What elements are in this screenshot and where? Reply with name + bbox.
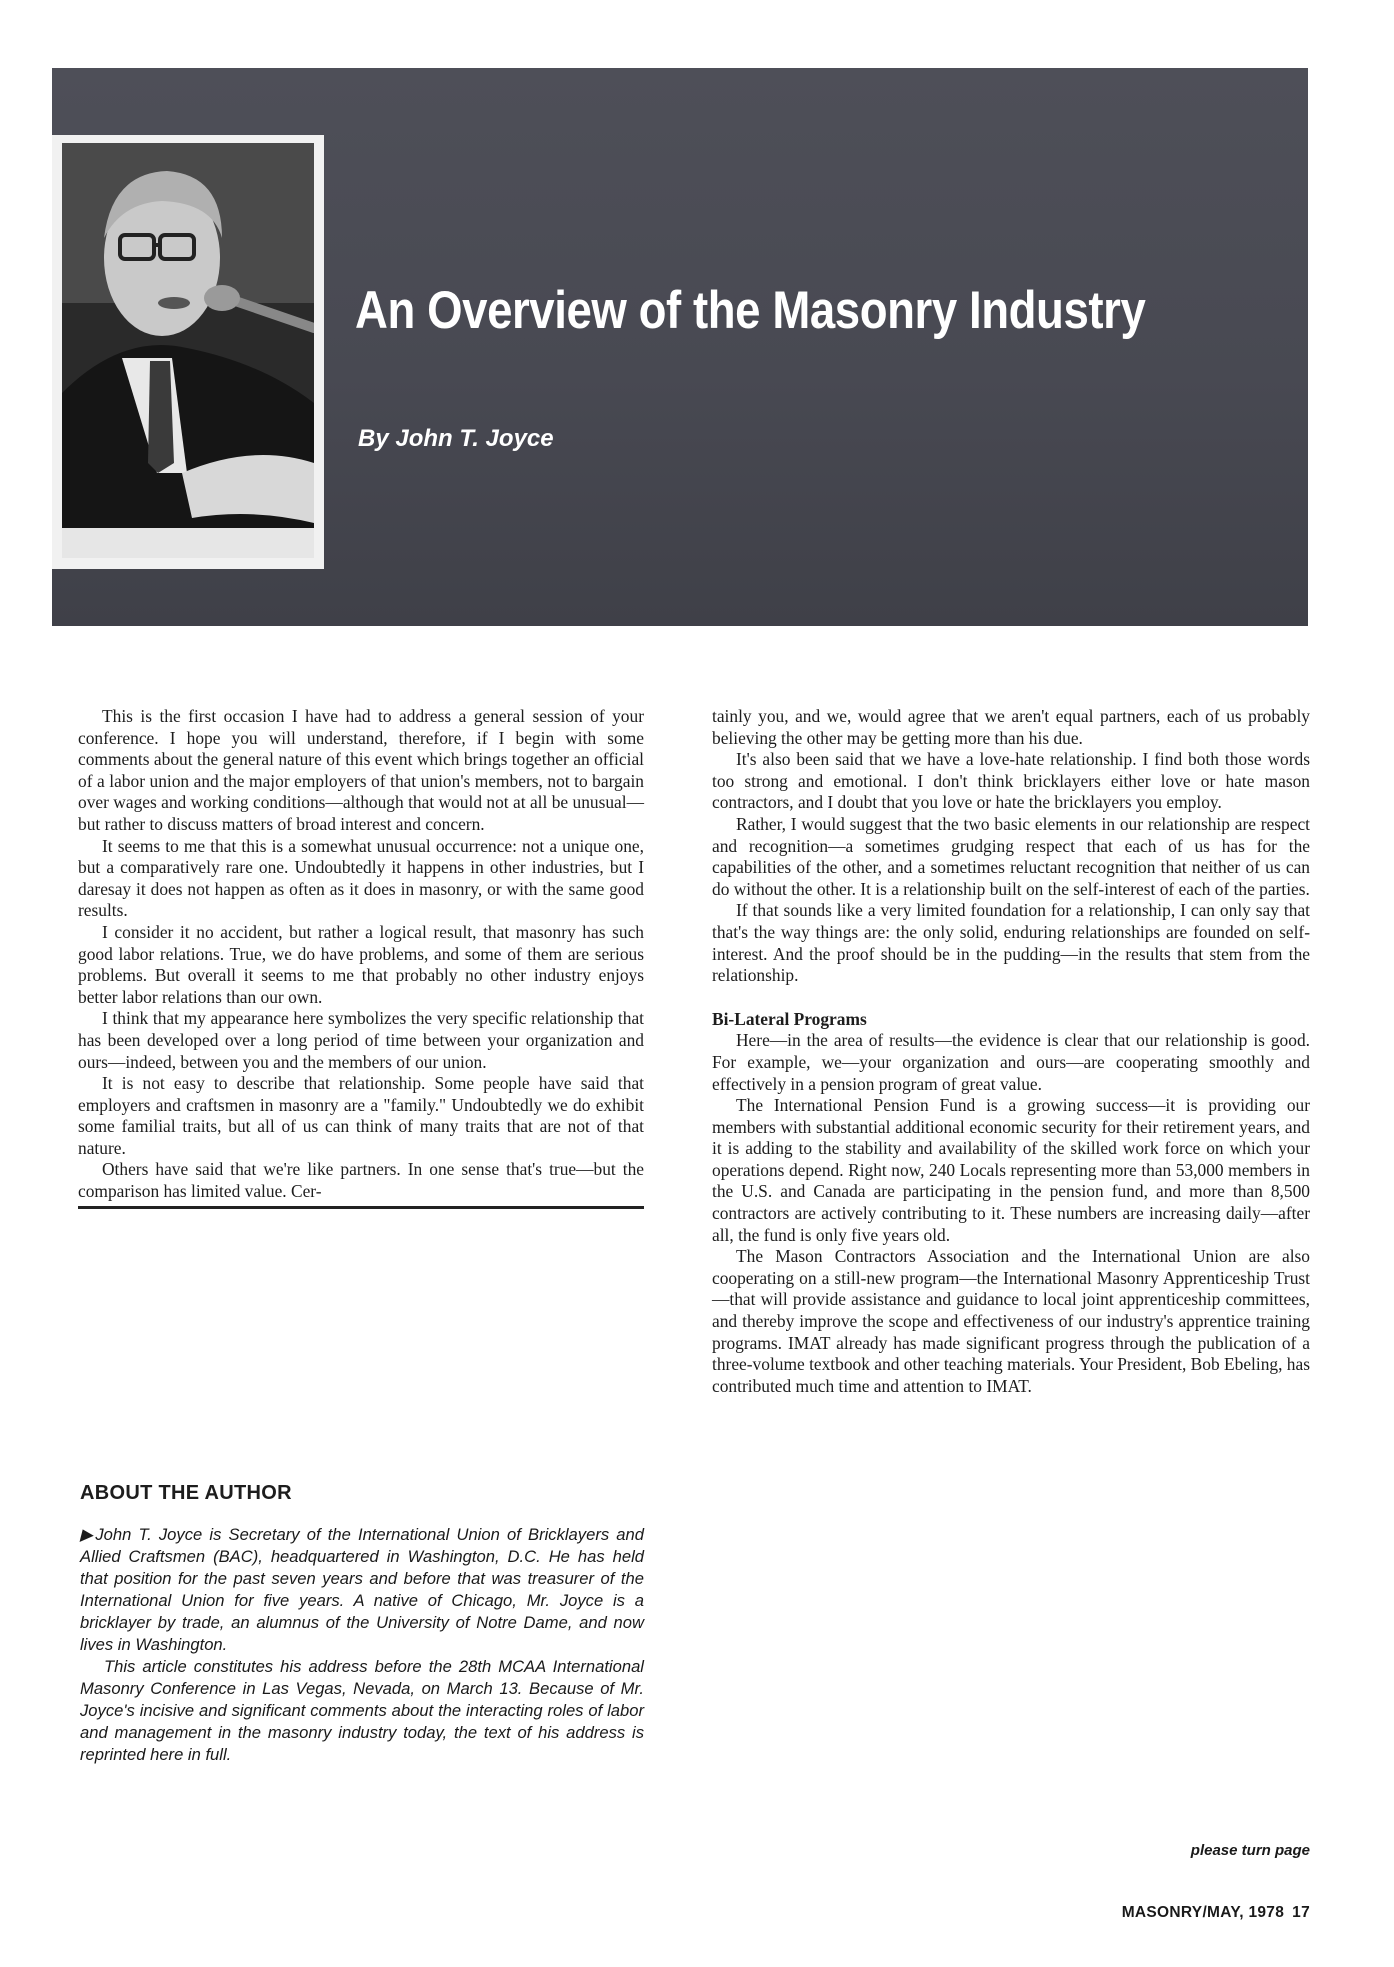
article-byline: By John T. Joyce	[358, 425, 554, 452]
body-paragraph: The Mason Contractors Association and the International Union are also cooperating on a still-new program—the International Masonry Apprenticeship Trust—that will provide assistance and guidance to local joint apprenticeship committees, and thereby improve the scope and effectiveness of our industry's apprentice training programs. IMAT already has made significant progress through the publication of a three-volume textbook and other teaching materials. Your President, Bob Ebeling, has contributed much time and attention to IMAT.	[712, 1246, 1310, 1396]
body-paragraph: The International Pension Fund is a growing success—it is providing our members with substantial additional economic security for their retirement years, and it is adding to the stability and availability of the skilled work force on which your operations depend. Right now, 240 Locals representing more than 53,000 members in the U.S. and Canada are participating in the pension fund, and more than 8,500 contractors are actively contributing to it. These numbers are increasing daily—after all, the fund is only five years old.	[712, 1095, 1310, 1245]
continued-note: please turn page	[1190, 1842, 1310, 1859]
right-column	[712, 706, 1310, 1397]
body-paragraph: If that sounds like a very limited foundation for a relationship, I can only say that that's the way things are: the only solid, enduring relationships are founded on self-interest. And the proof should be in the pudding—in the results that stem from the relationship.	[712, 900, 1310, 986]
author-photo-illustration	[62, 143, 314, 558]
page-footer	[1122, 1904, 1310, 1922]
body-paragraph: I consider it no accident, but rather a logical result, that masonry has such good labor relations. True, we do have problems, and some of them are serious problems. But overall it seems to me that probably no other industry enjoys better labor relations than our own.	[78, 921, 644, 1007]
body-paragraph: This is the first occasion I have had to address a general session of your conference. I hope you will understand, therefore, if I begin with some comments about the general nature of this event which brings together an official of a labor union and the major employers of that union's members, not to bargain over wages and working conditions—although that would not at all be unusual—but rather to discuss matters of broad interest and concern.	[78, 706, 644, 834]
body-paragraph-continuation: tainly you, and we, would agree that we aren't equal partners, each of us probably believing the other may be getting more than his due.	[712, 706, 1310, 748]
body-paragraph: I think that my appearance here symbolizes the very specific relationship that has been developed over a long period of time between your organization and ours—indeed, between you and the members of our union.	[78, 1008, 644, 1072]
body-paragraph: Rather, I would suggest that the two basic elements in our relationship are respect and recognition—a sometimes grudging respect that each of us has for the capabilities of the other, and a sometimes reluctant recognition that neither of us can do without the other. It is a relationship built on the self-interest of each of the parties.	[712, 813, 1310, 899]
left-column	[78, 706, 644, 1203]
body-paragraph: It seems to me that this is a somewhat unusual occurrence: not a unique one, but a comparatively rare one. Undoubtedly it happens in other industries, but I daresay it does not happen as often as it does in masonry, or with the same good results.	[78, 835, 644, 921]
author-photo	[62, 143, 314, 558]
about-author-paragraph: This article constitutes his address before the 28th MCAA International Masonry Conference in Las Vegas, Nevada, on March 13. Because of Mr. Joyce's incisive and significant comments about the interacting roles of labor and management in the masonry industry today, the text of his address is reprinted here in full.	[80, 1657, 644, 1764]
article-title: An Overview of the Masonry Industry	[355, 281, 1146, 340]
body-paragraph: Here—in the area of results—the evidence is clear that our relationship is good. For example, we—your organization and ours—are cooperating smoothly and effectively in a pension program of great value.	[712, 1030, 1310, 1094]
publication-date: MASONRY/MAY, 1978	[1121, 1904, 1285, 1921]
page-number: 17	[1292, 1904, 1310, 1921]
about-author-paragraph: ▶John T. Joyce is Secretary of the International Union of Bricklayers and Allied Craftsmen (BAC), headquartered in Washington, D.C. He has held that position for the past seven years and before that was treasurer of the International Union for five years. A native of Chicago, Mr. Joyce is a bricklayer by trade, an alumnus of the University of Notre Dame, and now lives in Washington.	[80, 1525, 644, 1654]
section-divider	[78, 1206, 644, 1209]
body-paragraph: Others have said that we're like partners. In one sense that's true—but the comparison has limited value. Cer-	[78, 1159, 644, 1202]
about-author-text	[80, 1524, 644, 1766]
author-photo-frame	[52, 135, 324, 569]
body-paragraph: It is not easy to describe that relationship. Some people have said that employers and craftsmen in masonry are a "family." Undoubtedly we do exhibit some familial traits, but all of us can think of many traits that are not of that nature.	[78, 1073, 644, 1158]
about-author-heading: ABOUT THE AUTHOR	[80, 1482, 292, 1504]
section-subhead: Bi-Lateral Programs	[712, 1008, 867, 1029]
body-paragraph: It's also been said that we have a love-hate relationship. I find both those words too strong and emotional. I don't think bricklayers either love or hate mason contractors, and I doubt that you love or hate the bricklayers you employ.	[712, 749, 1310, 813]
